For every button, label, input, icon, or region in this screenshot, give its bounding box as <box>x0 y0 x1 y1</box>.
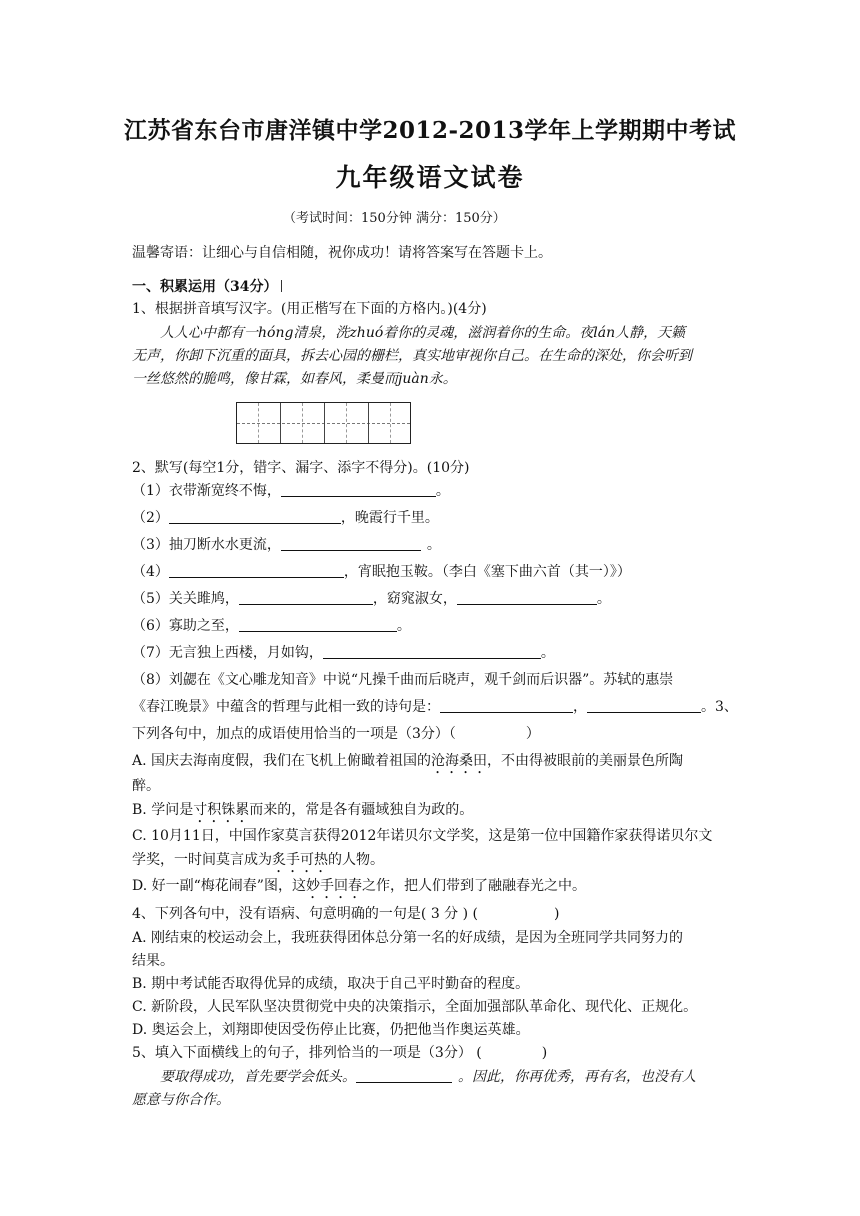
q5-passage-line1 <box>160 1068 696 1086</box>
q5-passage-text-end: 。因此，你再优秀，再有名，也没有人 <box>458 1069 696 1085</box>
q3-option-c-text-end: 的人物。 <box>328 852 384 868</box>
q3-option-b <box>132 801 473 826</box>
section-heading-text: 一、积累运用（34分） <box>132 279 278 295</box>
answer-blank[interactable] <box>281 482 436 497</box>
greeting: 温馨寄语：让细心与自信相随，祝你成功！请将答案写在答题卡上。 <box>132 245 552 261</box>
q4-option-a-cont: 结果。 <box>132 953 174 969</box>
q3-option-d <box>132 877 586 902</box>
answer-blank[interactable] <box>239 590 373 605</box>
q2-line-1 <box>132 482 450 500</box>
q3-option-a-text: A. 国庆去海南度假，我们在飞机上俯瞰着祖国的 <box>132 753 432 769</box>
q1-passage-line2: 无声，你卸下沉重的面具，拆去心园的栅栏，真实地审视你自己。在生命的深处，你会听到 <box>132 348 692 364</box>
dotted-idiom: 妙手回春 <box>305 878 362 894</box>
page-title: 江苏省东台市唐洋镇中学2012-2013学年上学期期中考试 <box>123 117 737 144</box>
q1-prompt: 1、根据拼音填写汉字。(用正楷写在下面的方格内。)(4分) <box>132 301 487 317</box>
answer-blank[interactable] <box>440 698 573 713</box>
q2-line-2-text: ，晚霞行千里。 <box>340 510 439 526</box>
q3-number: 。3、 <box>701 699 738 715</box>
q2-line-5-text: （5）关关雎鸠， <box>132 591 239 607</box>
answer-grid[interactable] <box>236 402 411 444</box>
section-heading-1 <box>132 278 282 296</box>
dotted-idiom: 炙手可热 <box>272 852 328 868</box>
q3-option-b-text: B. 学问是 <box>132 802 194 818</box>
q2-line-8b-text: 《春江晚景》中蕴含的哲理与此相一致的诗句是： <box>132 699 440 715</box>
grid-divider <box>368 403 369 443</box>
answer-blank[interactable] <box>587 698 701 713</box>
q3-prompt-text: 下列各句中，加点的成语使用恰当的一项是（3分）（ <box>132 726 456 742</box>
grid-divider <box>280 403 281 443</box>
q3-option-d-text: D. 好一副“梅花闹春”图，这 <box>132 878 306 894</box>
q3-option-a-cont: 醉。 <box>132 778 160 794</box>
grid-guide <box>302 403 303 443</box>
q4-option-b: B. 期中考试能否取得优异的成绩，取决于自己平时勤奋的程度。 <box>132 976 530 992</box>
grid-guide <box>346 403 347 443</box>
q3-option-b-text-end: 而来的，常是各有疆域独自为政的。 <box>249 802 474 818</box>
q5-passage-text: 要取得成功，首先要学会低头。 <box>160 1069 356 1085</box>
q3-option-c-cont <box>132 851 384 876</box>
punct: 。 <box>596 591 611 607</box>
answer-blank[interactable] <box>323 644 541 659</box>
page-subtitle: 九年级语文试卷 <box>335 163 525 192</box>
q2-line-4 <box>132 563 631 581</box>
punct: ， <box>573 699 587 715</box>
answer-blank[interactable] <box>457 590 597 605</box>
answer-blank[interactable] <box>356 1068 452 1083</box>
punct: 。 <box>426 537 441 553</box>
q2-line-3 <box>132 536 441 554</box>
q2-line-8a: （8）刘勰在《文心雕龙知音》中说“凡操千曲而后晓声，观千剑而后识器”。苏轼的惠崇 <box>132 672 674 688</box>
q1-passage-line1: 人人心中都有一hóng清泉，洗zhuó着你的灵魂，滋润着你的生命。夜lán人静，天籁 <box>160 325 686 341</box>
q3-option-a-text-end: ，不由得被眼前的美丽景色所陶 <box>487 753 684 769</box>
q2-line-6-text: （6）寡助之至， <box>132 618 239 634</box>
q3-option-c: C. 10月11日，中国作家莫言获得2012年诺贝尔文学奖，这是第一位中国籍作家获得诺贝尔文 <box>132 828 713 844</box>
q2-line-3-text: （3）抽刀断水水更流， <box>132 537 281 553</box>
q3-prompt <box>132 725 540 743</box>
q5-passage-line2: 愿意与你合作。 <box>132 1092 230 1108</box>
q4-prompt-text: 4、下列各句中，没有语病、句意明确的一句是( 3 分 ) ( <box>132 906 478 922</box>
answer-blank[interactable] <box>169 509 341 524</box>
answer-blank[interactable] <box>281 536 421 551</box>
q3-option-d-text-end: 之作，把人们带到了融融春光之中。 <box>361 878 586 894</box>
q2-line-4-number: （4） <box>132 564 169 580</box>
answer-blank[interactable] <box>169 563 344 578</box>
q1-passage-line3: 一丝悠然的脆鸣，像甘霖，如春风，柔曼而juàn永。 <box>132 371 457 387</box>
q2-line-7-text: （7）无言独上西楼，月如钩， <box>132 645 323 661</box>
q2-line-2 <box>132 509 439 527</box>
q5-prompt-text: 5、填入下面横线上的句子，排列恰当的一项是（3分） ( <box>132 1045 482 1061</box>
q4-option-d: D. 奥运会上，刘翔即使因受伤停止比赛，仍把他当作奥运英雄。 <box>132 1022 530 1038</box>
q2-line-6 <box>132 617 411 635</box>
q4-option-c: C. 新阶段，人民军队坚决贯彻党中央的决策指示，全面加强部队革命化、现代化、正规化。 <box>132 999 698 1015</box>
q2-line-1-text: （1）衣带渐宽终不悔， <box>132 483 281 499</box>
punct: ) <box>554 906 560 922</box>
punct: ) <box>541 1045 548 1061</box>
punct: 。 <box>435 483 450 499</box>
q4-option-a: A. 刚结束的校运动会上，我班获得团体总分第一名的好成绩，是因为全班同学共同努力的 <box>132 930 684 946</box>
punct: ） <box>525 726 540 742</box>
punct: 。 <box>540 645 555 661</box>
grid-guide <box>390 403 391 443</box>
punct: 。 <box>396 618 411 634</box>
exam-info: （考试时间：150分钟 满分：150分） <box>283 211 506 226</box>
q2-line-4-text: ，宵眠抱玉鞍。（李白《塞下曲六首（其一）》） <box>343 564 631 580</box>
q2-line-5 <box>132 590 611 608</box>
q3-option-a <box>132 752 683 777</box>
dotted-idiom: 沧海桑田 <box>431 753 488 769</box>
grid-divider <box>324 403 325 443</box>
text-caret <box>281 280 282 292</box>
q3-option-c-text: 学奖，一时间莫言成为 <box>132 852 272 868</box>
q2-prompt: 2、默写(每空1分，错字、漏字、添字不得分)。(10分) <box>132 460 470 476</box>
q2-line-2-number: （2） <box>132 510 169 526</box>
q4-prompt <box>132 905 559 923</box>
q2-line-5-mid: ，窈窕淑女， <box>372 591 457 607</box>
q5-prompt <box>132 1044 547 1062</box>
dotted-idiom: 寸积铢累 <box>193 802 250 818</box>
grid-guide <box>258 403 259 443</box>
q2-line-8b <box>132 698 738 716</box>
answer-blank[interactable] <box>239 617 397 632</box>
q2-line-7 <box>132 644 555 662</box>
